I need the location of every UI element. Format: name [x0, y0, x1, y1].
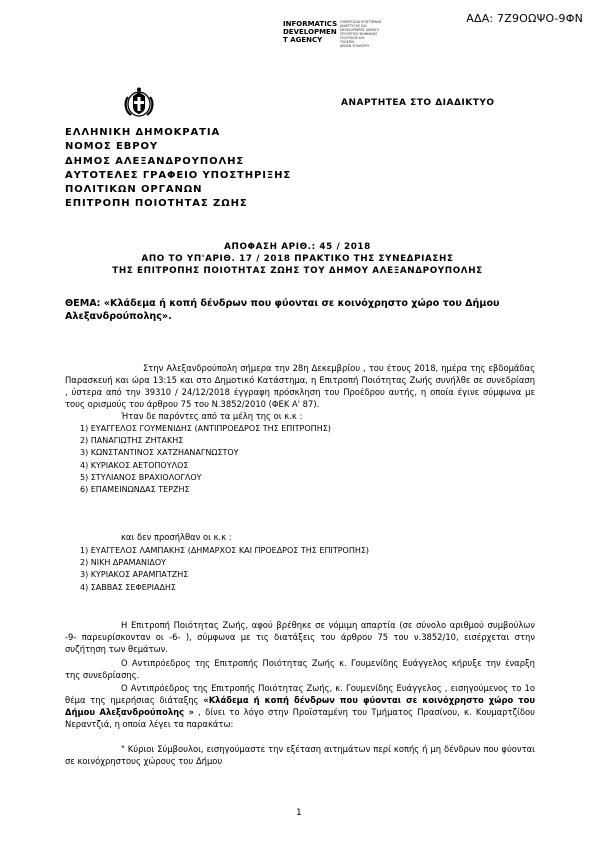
present-intro — [65, 410, 535, 422]
intro-paragraph — [65, 362, 535, 410]
list-item: 1) ΕΥΑΓΓΕΛΟΣ ΛΑΜΠΑΚΗΣ (ΔΗΜΑΡΧΟΣ ΚΑΙ ΠΡΟΕΔΡΟΣ ΤΗΣ ΕΠΙΤΡΟΠΗΣ) — [80, 546, 370, 555]
introduction-text-end: , δίνει το λόγο στην Προϊσταμένη του Τμήματος Πρασίνου, κ. Κουμαρτζίδου Νεραντζιά, η οποία λέγει τα παρακάτω: — [65, 707, 535, 729]
agency-line-3: T AGENCY — [283, 36, 323, 44]
issuer-header — [65, 126, 291, 212]
list-item: 2) ΝΙΚΗ ΔΡΑΜΑΝΙΔΟΥ — [80, 558, 167, 568]
list-item: 2) ΠΑΝΑΓΙΩΤΗΣ ΖΗΤΑΚΗΣ — [80, 436, 184, 446]
list-item: 4) ΚΥΡΙΑΚΟΣ ΑΕΤΟΠΟΥΛΟΣ — [80, 460, 189, 470]
list-item: 4) ΣΑΒΒΑΣ ΣΕΦΕΡΙΑΔΗΣ — [80, 582, 176, 592]
header-line: ΑΥΤΟΤΕΛΕΣ ΓΡΑΦΕΙΟ ΥΠΟΣΤΗΡΙΞΗΣ — [65, 169, 292, 181]
greek-emblem-icon — [122, 85, 156, 119]
agency-fine-print: ΣΥΝΕΡΓΑΣΙΑ ΕΠΙΣΤΗΜΩΝ ΑΝΑΠΤΥΞΗΣ ΚΑΙ DEVELOPMENT AGENCY ΥΠΟΥΡΓΕΙΟ ΨΗΦΙΑΚΗΣ ΠΟΛΙΤΙΚΗΣ ΚΑΙ ΤΗΛΕΠΙΚ. ΔΕΚΑΝ ΥΠΑΙΘΡΟΥ — [340, 20, 382, 48]
quote-paragraph — [65, 743, 535, 767]
quorum-paragraph — [65, 619, 535, 655]
list-item: 3) ΚΩΝΣΤΑΝΤΙΝΟΣ ΧΑΤΖΗΑΝΑΓΝΩΣΤΟΥ — [80, 448, 239, 458]
decision-number: ΑΠΟΦΑΣΗ ΑΡΙΘ.: 45 / 2018 — [224, 242, 371, 252]
minutes-reference: ΑΠΟ ΤΟ ΥΠ'ΑΡΙΘ. 17 / 2018 ΠΡΑΚΤΙΚΟ ΤΗΣ ΣΥΝΕΔΡΙΑΣΗΣ — [141, 254, 454, 264]
header-line: ΕΠΙΤΡΟΠΗ ΠΟΙΟΤΗΤΑΣ ΖΩΗΣ — [65, 198, 248, 210]
opening-paragraph — [65, 657, 535, 681]
header-line: ΠΟΛΙΤΙΚΩΝ ΟΡΓΑΝΩΝ — [65, 184, 203, 196]
opening-text: Ο Αντιπρόεδρος της Επιτροπής Ποιότητας Ζωής κ. Γουμενίδης Ευάγγελος κήρυξε την έναρξη της συνεδρίασης. — [65, 658, 535, 680]
quorum-text: Η Επιτροπή Ποιότητας Ζωής, αφού βρέθηκε σε νόμιμη απαρτία (σε σύνολο αριθμού συμβούλων -9- παρευρίσκονταν οι -6- ), σύμφωνα με τις διατάξεις του άρθρου 75 του ν.3852/10, εισέρχεται στην συζήτηση των θεμάτων. — [65, 620, 535, 654]
quote-text: " Κύριοι Σύμβουλοι, εισηγούμαστε την εξέταση αιτημάτων περί κοπής ή μη δένδρων που φύονται σε κοινόχρηστους χώρους του Δήμου — [65, 744, 535, 766]
committee-reference: ΤΗΣ ΕΠΙΤΡΟΠΗΣ ΠΟΙΟΤΗΤΑΣ ΖΩΗΣ ΤΟΥ ΔΗΜΟΥ ΑΛΕΞΑΝΔΡΟΥΠΟΛΗΣ — [112, 266, 483, 276]
absent-members-list — [80, 545, 369, 594]
intro-text: Στην Αλεξανδρούπολη σήμερα την 28η Δεκεμβρίου , του έτους 2018, ημέρα της εβδομάδας Παρασκευή και ώρα 13:15 και στο Δημοτικό Κατάστημα, η Επιτροπή Ποιότητας Ζωής συνήλθε σε συνεδρίαση , ύστερα από την 39310 / 24/12/2018 έγγραφη πρόσκληση του Προέδρου αυτής, η οποία έγινε σύμφωνα με τους ορισμούς του άρθρου 75 του Ν.3852/2010 (ΦΕΚ Α' 87). — [65, 363, 535, 409]
list-item: 1) ΕΥΑΓΓΕΛΟΣ ΓΟΥΜΕΝΙΔΗΣ (ΑΝΤΙΠΡΟΕΔΡΟΣ ΤΗΣ ΕΠΙΤΡΟΠΗΣ) — [80, 424, 331, 433]
header-line: ΔΗΜΟΣ ΑΛΕΞΑΝΔΡΟΥΠΟΛΗΣ — [65, 155, 245, 167]
agenda-item-title: «Κλάδεμα ή κοπή δένδρων που φύονται σε κοινόχρηστο χώρο του Δήμου Αλεξανδρούπολης » — [65, 695, 536, 717]
publication-notice: ΑΝΑΡΤΗΤΕΑ ΣΤΟ ΔΙΑΔΙΚΤΥΟ — [341, 98, 495, 108]
agency-line-1: INFORMATICS — [283, 20, 338, 28]
agency-logo — [283, 20, 337, 44]
page-number: 1 — [296, 808, 302, 818]
subject-heading: ΘΕΜΑ: «Κλάδεμα ή κοπή δένδρων που φύονται σε κοινόχρηστο χώρο του Δήμου Αλεξανδρούπολης». — [65, 298, 500, 322]
agency-line-2: DEVELOPMEN — [283, 28, 337, 36]
absent-intro — [65, 531, 535, 543]
header-line: ΝΟΜΟΣ ΕΒΡΟΥ — [65, 141, 159, 153]
list-item: 5) ΣΤΥΛΙΑΝΟΣ ΒΡΑΧΙΟΛΟΓΛΟΥ — [80, 472, 202, 482]
introduction-paragraph — [65, 682, 535, 730]
header-line: ΕΛΛΗΝΙΚΗ ΔΗΜΟΚΡΑΤΙΑ — [65, 127, 221, 138]
introduction-text: Ο Αντιπρόεδρος της Επιτροπής Ποιότητας Ζωής, κ. Γουμενίδης Ευάγγελος , εισηγούμενος το 1ο θέμα της ημερήσιας διάταξης — [65, 683, 535, 705]
absent-intro-text: και δεν προσήλθαν οι κ.κ : — [121, 532, 232, 542]
ada-code: ΑΔΑ: 7Ζ9ΟΩΨΟ-9ΦΝ — [466, 12, 583, 25]
list-item: 3) ΚΥΡΙΑΚΟΣ ΑΡΑΜΠΑΤΖΗΣ — [80, 570, 189, 580]
present-members-list — [80, 423, 331, 496]
present-intro-text: Ήταν δε παρόντες από τα μέλη της οι κ.κ : — [121, 411, 303, 421]
list-item: 6) ΕΠΑΜΕΙΝΩΝΔΑΣ ΤΕΡΖΗΣ — [80, 485, 190, 495]
